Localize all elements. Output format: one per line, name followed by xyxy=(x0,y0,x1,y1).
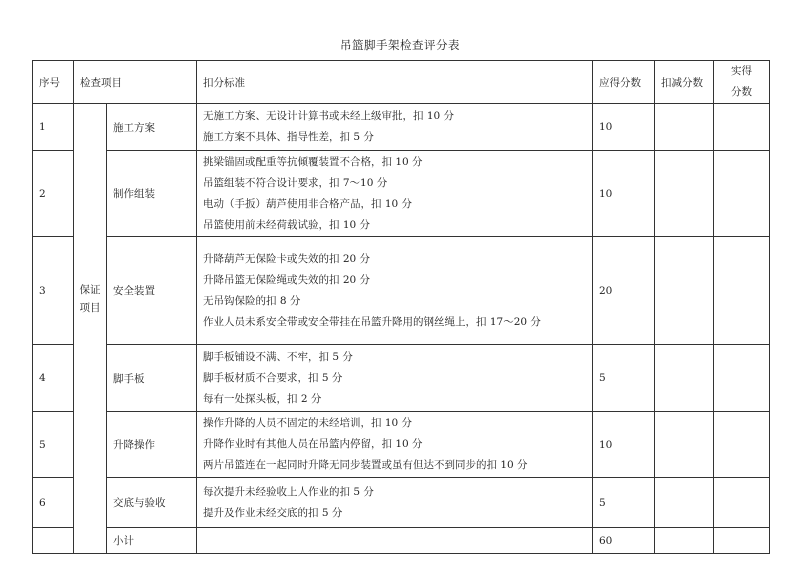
header-deduct: 扣减分数 xyxy=(655,61,714,104)
row-seq: 1 xyxy=(33,104,74,151)
header-seq: 序号 xyxy=(33,61,74,104)
table-row xyxy=(33,237,770,345)
subtotal-deduct-score[interactable] xyxy=(655,528,714,554)
subtotal-actual-score[interactable] xyxy=(714,528,770,554)
row-due-score: 10 xyxy=(593,412,655,478)
criteria-line: 操作升降的人员不固定的未经培训，扣 10 分 xyxy=(203,417,413,429)
row-criteria xyxy=(197,412,593,478)
criteria-line: 升降葫芦无保险卡或失效的扣 20 分 xyxy=(203,252,371,265)
group-label: 保证项目 xyxy=(79,283,101,314)
row-seq: 3 xyxy=(33,237,74,345)
row-deduct-score[interactable] xyxy=(655,104,714,151)
row-item: 升降操作 xyxy=(107,412,197,478)
row-due-score: 20 xyxy=(593,237,655,345)
header-due: 应得分数 xyxy=(593,61,655,104)
row-deduct-score[interactable] xyxy=(655,478,714,528)
criteria-line: 吊篮使用前未经荷载试验，扣 10 分 xyxy=(203,218,371,231)
criteria-line: 挑梁锚固或配重等抗倾覆装置不合格，扣 10 分 xyxy=(203,155,423,168)
criteria-line: 无施工方案、无设计计算书或未经上级审批，扣 10 分 xyxy=(203,110,455,122)
row-due-score: 10 xyxy=(593,151,655,237)
row-deduct-score[interactable] xyxy=(655,412,714,478)
row-seq: 4 xyxy=(33,345,74,412)
row-deduct-score[interactable] xyxy=(655,345,714,412)
row-criteria xyxy=(197,237,593,345)
criteria-line: 电动（手扳）葫芦使用非合格产品，扣 10 分 xyxy=(203,197,413,210)
criteria-line: 两片吊篮连在一起同时升降无同步装置或虽有但达不到同步的扣 10 分 xyxy=(203,459,528,471)
row-actual-score[interactable] xyxy=(714,151,770,237)
row-due-score: 5 xyxy=(593,345,655,412)
group-label-cell xyxy=(74,104,107,554)
subtotal-due-score: 60 xyxy=(593,528,655,554)
criteria-line: 脚手板材质不合要求，扣 5 分 xyxy=(203,371,343,384)
form-title: 吊篮脚手架检查评分表 xyxy=(340,38,460,52)
table-row xyxy=(33,151,770,237)
table-row xyxy=(33,104,770,151)
table-row xyxy=(33,478,770,528)
header-row xyxy=(33,61,770,104)
row-item: 安全装置 xyxy=(107,237,197,345)
row-due-score: 5 xyxy=(593,478,655,528)
row-item: 交底与验收 xyxy=(107,478,197,528)
row-criteria xyxy=(197,478,593,528)
header-item: 检查项目 xyxy=(74,61,197,104)
criteria-line: 提升及作业未经交底的扣 5 分 xyxy=(203,506,343,519)
subtotal-criteria xyxy=(197,528,593,554)
row-actual-score[interactable] xyxy=(714,412,770,478)
row-seq: 5 xyxy=(33,412,74,478)
row-actual-score[interactable] xyxy=(714,237,770,345)
row-criteria xyxy=(197,151,593,237)
row-item: 制作组装 xyxy=(107,151,197,237)
row-actual-score[interactable] xyxy=(714,345,770,412)
row-criteria xyxy=(197,104,593,151)
criteria-line: 升降作业时有其他人员在吊篮内停留，扣 10 分 xyxy=(203,438,423,450)
criteria-line: 施工方案不具体、指导性差，扣 5 分 xyxy=(203,131,374,143)
criteria-line: 作业人员未系安全带或安全带挂在吊篮升降用的钢丝绳上，扣 17～20 分 xyxy=(203,315,541,328)
row-criteria xyxy=(197,345,593,412)
criteria-line: 升降吊篮无保险绳或失效的扣 20 分 xyxy=(203,273,371,286)
row-seq: 2 xyxy=(33,151,74,237)
subtotal-label: 小计 xyxy=(107,528,197,554)
row-deduct-score[interactable] xyxy=(655,151,714,237)
header-criteria: 扣分标准 xyxy=(197,61,593,104)
header-actual-line2: 分数 xyxy=(731,86,752,98)
criteria-line: 每有一处探头板，扣 2 分 xyxy=(203,392,322,405)
row-item: 脚手板 xyxy=(107,345,197,412)
header-actual-line1: 实得 xyxy=(731,65,752,77)
criteria-line: 脚手板铺设不满、不牢，扣 5 分 xyxy=(203,350,353,363)
criteria-line: 每次提升未经验收上人作业的扣 5 分 xyxy=(203,485,374,498)
row-due-score: 10 xyxy=(593,104,655,151)
table-row xyxy=(33,412,770,478)
header-actual xyxy=(714,61,770,104)
row-item: 施工方案 xyxy=(107,104,197,151)
table-row xyxy=(33,345,770,412)
score-table xyxy=(32,60,770,554)
criteria-line: 吊篮组装不符合设计要求，扣 7～10 分 xyxy=(203,176,388,189)
row-actual-score[interactable] xyxy=(714,478,770,528)
criteria-line: 无吊钩保险的扣 8 分 xyxy=(203,294,301,307)
subtotal-row xyxy=(33,528,770,554)
subtotal-seq xyxy=(33,528,74,554)
row-deduct-score[interactable] xyxy=(655,237,714,345)
row-actual-score[interactable] xyxy=(714,104,770,151)
row-seq: 6 xyxy=(33,478,74,528)
